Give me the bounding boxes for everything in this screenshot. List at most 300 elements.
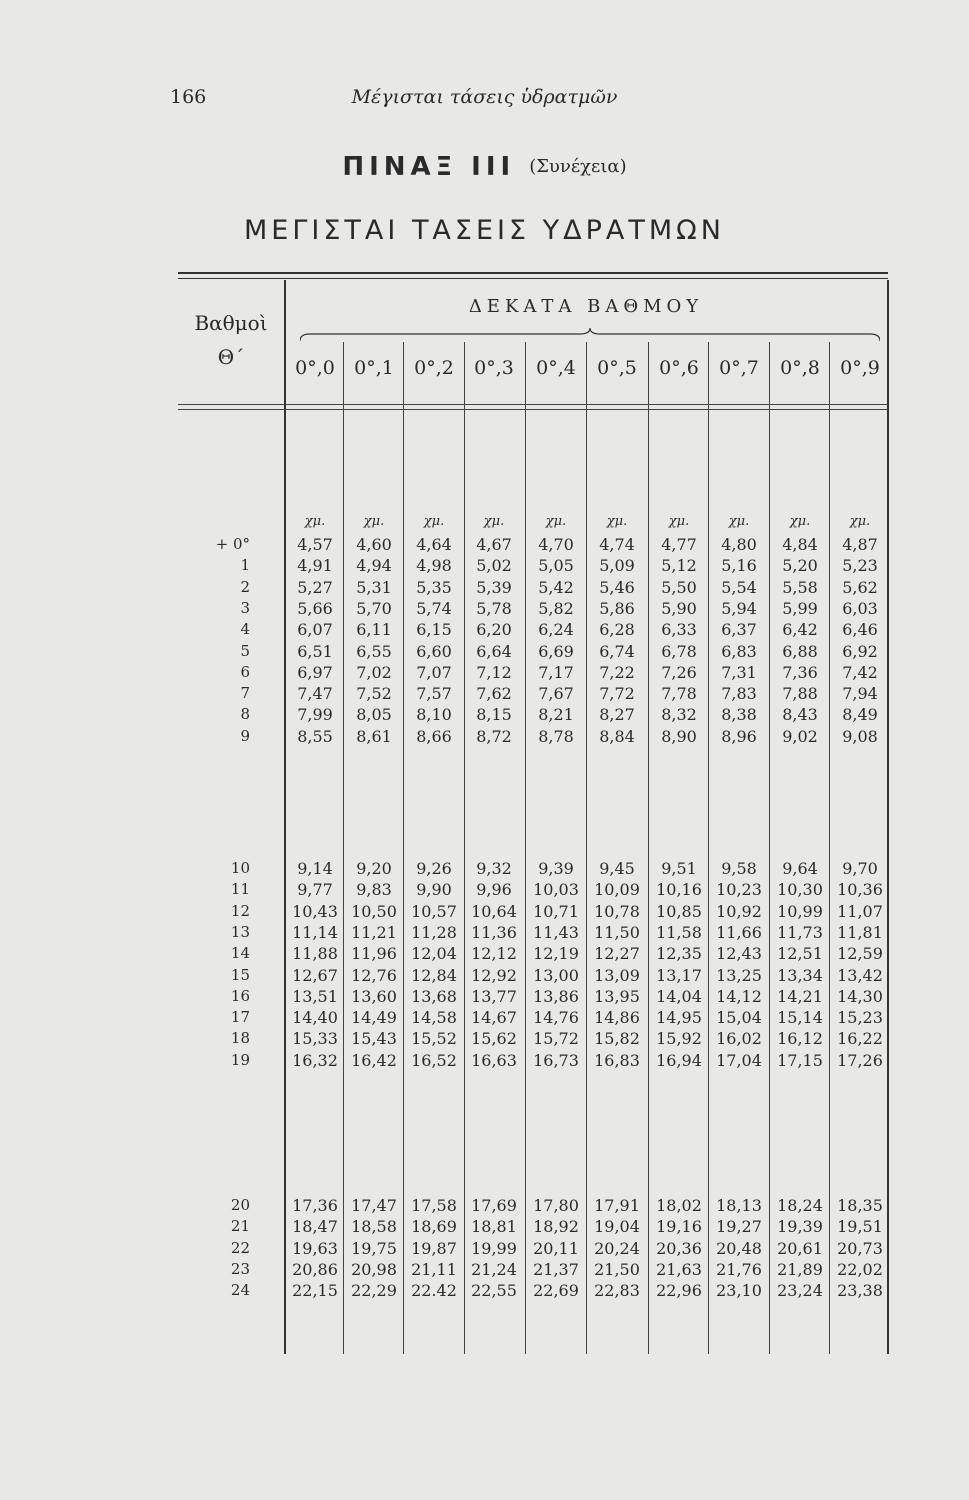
table-cell: 5,50 (661, 577, 697, 597)
table-cell: 18,58 (351, 1217, 397, 1237)
table-cell: 13,17 (656, 965, 702, 985)
table-cell: 4,60 (356, 535, 392, 554)
table-cell: 16,42 (351, 1050, 397, 1070)
degree-label: 16 (230, 986, 250, 1005)
table-cell: 5,90 (661, 598, 697, 618)
table-cell: 12,43 (716, 944, 762, 964)
table-cell: 9,02 (782, 726, 818, 746)
table-cell: 7,52 (356, 684, 392, 704)
table-cell: 9,51 (661, 859, 697, 878)
running-head: Μέγισται τάσεις ὑδρατμῶν (351, 86, 618, 108)
table-cell: 5,02 (476, 556, 512, 576)
table-cell: 19,27 (716, 1217, 762, 1237)
table-cell: 12,27 (594, 944, 640, 964)
table-cell: 4,87 (842, 535, 878, 554)
table-cell: 13,60 (351, 986, 397, 1006)
table-cell: 19,99 (471, 1238, 517, 1258)
degree-label: 2 (240, 577, 250, 596)
table-cell: 16,83 (594, 1050, 640, 1070)
table-cell: 5,54 (721, 577, 757, 597)
column-header: 0°,6 (659, 357, 699, 379)
table-cell: 11,36 (471, 922, 517, 942)
table-cell: 4,64 (416, 535, 452, 554)
table-cell: 16,12 (777, 1029, 823, 1049)
table-cell: 13,42 (837, 965, 883, 985)
table-cell: 7,07 (416, 662, 452, 682)
table-cell: 13,77 (471, 986, 517, 1006)
table-cell: 11,43 (533, 922, 579, 942)
table-cell: 7,83 (721, 684, 757, 704)
table-cell: 11,58 (656, 922, 702, 942)
table-cell: 4,98 (416, 556, 452, 576)
table-cell: 22,83 (594, 1281, 640, 1301)
table-cell: 6,28 (599, 620, 635, 640)
table-cell: 12,04 (411, 944, 457, 964)
table-cell: 16,32 (292, 1050, 338, 1070)
table-cell: 5,78 (476, 598, 512, 618)
unit-label: χμ. (483, 514, 505, 529)
degree-label: 22 (230, 1238, 250, 1257)
table-cell: 4,70 (538, 535, 574, 554)
unit-label: χμ. (849, 514, 871, 529)
table-cell: 9,39 (538, 859, 574, 878)
table-subtitle: ΜΕΓΙΣΤΑΙ ΤΑΣΕΙΣ ΥΔΡΑΤΜΩΝ (244, 215, 725, 246)
table-title-continued: (Συνέχεια) (529, 156, 627, 177)
table-cell: 10,71 (533, 901, 579, 921)
table-cell: 22,55 (471, 1281, 517, 1301)
table-cell: 7,26 (661, 662, 697, 682)
degree-label: 21 (230, 1217, 250, 1236)
degree-label: 24 (230, 1281, 250, 1300)
table-cell: 14,30 (837, 986, 883, 1006)
table-cell: 15,82 (594, 1029, 640, 1049)
table-cell: 10,57 (411, 901, 457, 921)
table-cell: 21,37 (533, 1259, 579, 1279)
table-cell: 18,69 (411, 1217, 457, 1237)
table-cell: 7,67 (538, 684, 574, 704)
table-cell: 15,62 (471, 1029, 517, 1049)
table-cell: 22,96 (656, 1281, 702, 1301)
table-cell: 9,64 (782, 859, 818, 878)
table-cell: 16,73 (533, 1050, 579, 1070)
table-cell: 15,23 (837, 1008, 883, 1028)
table-cell: 16,94 (656, 1050, 702, 1070)
degree-label: 6 (240, 662, 250, 681)
table-cell: 18,35 (837, 1196, 883, 1215)
table-cell: 4,80 (721, 535, 757, 554)
column-rule (586, 342, 587, 1354)
table-cell: 9,90 (416, 880, 452, 900)
table-cell: 6,24 (538, 620, 574, 640)
table-cell: 12,92 (471, 965, 517, 985)
table-cell: 5,09 (599, 556, 635, 576)
table-cell: 6,07 (297, 620, 333, 640)
table-cell: 14,40 (292, 1008, 338, 1028)
table-cell: 5,74 (416, 598, 452, 618)
table-cell: 18,24 (777, 1196, 823, 1215)
table-cell: 7,36 (782, 662, 818, 682)
unit-label: χμ. (728, 514, 750, 529)
column-rule (525, 342, 526, 1354)
table-cell: 7,47 (297, 684, 333, 704)
table-cell: 8,27 (599, 705, 635, 725)
table-cell: 13,00 (533, 965, 579, 985)
table-cell: 7,94 (842, 684, 878, 704)
table-cell: 5,31 (356, 577, 392, 597)
table-cell: 16,02 (716, 1029, 762, 1049)
column-header: 0°,5 (597, 357, 637, 379)
table-cell: 6,92 (842, 641, 878, 661)
table-cell: 11,66 (716, 922, 762, 942)
table-cell: 5,70 (356, 598, 392, 618)
table-cell: 21,76 (716, 1259, 762, 1279)
table-cell: 9,14 (297, 859, 333, 878)
table-cell: 9,08 (842, 726, 878, 746)
table-cell: 8,38 (721, 705, 757, 725)
degrees-header-line2: Θ΄ (217, 345, 245, 369)
table-cell: 18,92 (533, 1217, 579, 1237)
table-cell: 9,77 (297, 880, 333, 900)
table-cell: 10,78 (594, 901, 640, 921)
table-cell: 8,55 (297, 726, 333, 746)
table-cell: 9,20 (356, 859, 392, 878)
column-rule (648, 342, 649, 1354)
table-cell: 5,99 (782, 598, 818, 618)
table-cell: 19,16 (656, 1217, 702, 1237)
table-cell: 6,11 (356, 620, 392, 640)
degree-label: 5 (240, 641, 250, 660)
table-cell: 19,87 (411, 1238, 457, 1258)
table-cell: 6,64 (476, 641, 512, 661)
table-cell: 7,72 (599, 684, 635, 704)
table-cell: 8,32 (661, 705, 697, 725)
table-cell: 18,13 (716, 1196, 762, 1215)
table-cell: 21,11 (411, 1259, 457, 1279)
table-cell: 17,69 (471, 1196, 517, 1215)
table-cell: 17,36 (292, 1196, 338, 1215)
table-cell: 19,51 (837, 1217, 883, 1237)
degree-label: 15 (230, 965, 250, 984)
table-cell: 20,11 (533, 1238, 579, 1258)
top-rule-inner (178, 278, 888, 279)
table-cell: 15,33 (292, 1029, 338, 1049)
table-cell: 23,24 (777, 1281, 823, 1301)
degree-label: 20 (230, 1196, 250, 1214)
table-cell: 12,35 (656, 944, 702, 964)
table-cell: 15,43 (351, 1029, 397, 1049)
table-cell: 7,62 (476, 684, 512, 704)
table-cell: 8,96 (721, 726, 757, 746)
degree-label: 12 (230, 901, 250, 920)
table-cell: 9,32 (476, 859, 512, 878)
table-cell: 5,16 (721, 556, 757, 576)
column-rule (769, 342, 770, 1354)
table-cell: 17,26 (837, 1050, 883, 1070)
table-cell: 17,80 (533, 1196, 579, 1215)
table-cell: 8,61 (356, 726, 392, 746)
degree-label: 13 (230, 922, 250, 941)
table-cell: 11,73 (777, 922, 823, 942)
table-cell: 19,04 (594, 1217, 640, 1237)
table-cell: 8,21 (538, 705, 574, 725)
table-cell: 6,15 (416, 620, 452, 640)
table-cell: 22,02 (837, 1259, 883, 1279)
table-cell: 6,69 (538, 641, 574, 661)
degree-label: 23 (230, 1259, 250, 1278)
table-cell: 14,49 (351, 1008, 397, 1028)
table-cell: 11,07 (837, 901, 883, 921)
degrees-column-header (178, 306, 284, 374)
table-cell: 17,04 (716, 1050, 762, 1070)
table-cell: 14,12 (716, 986, 762, 1006)
tenths-group-header: ΔΕΚΑΤΑ ΒΑΘΜΟΥ (468, 296, 704, 317)
degree-label: 9 (240, 726, 250, 745)
table-cell: 10,43 (292, 901, 338, 921)
column-rule (829, 342, 830, 1354)
table-cell: 6,55 (356, 641, 392, 661)
degree-label: 18 (230, 1029, 250, 1048)
degree-label: 10 (230, 859, 250, 877)
table-cell: 8,49 (842, 705, 878, 725)
table-cell: 6,33 (661, 620, 697, 640)
table-cell: 9,45 (599, 859, 635, 878)
table-cell: 6,83 (721, 641, 757, 661)
table-cell: 5,12 (661, 556, 697, 576)
table-cell: 21,50 (594, 1259, 640, 1279)
table-cell: 6,60 (416, 641, 452, 661)
table-cell: 10,03 (533, 880, 579, 900)
unit-label: χμ. (545, 514, 567, 529)
table-cell: 14,76 (533, 1008, 579, 1028)
table-cell: 8,84 (599, 726, 635, 746)
table-cell: 16,22 (837, 1029, 883, 1049)
table-cell: 5,82 (538, 598, 574, 618)
table-cell: 11,50 (594, 922, 640, 942)
table-cell: 11,28 (411, 922, 457, 942)
table-cell: 20,24 (594, 1238, 640, 1258)
table-cell: 7,42 (842, 662, 878, 682)
table-cell: 8,72 (476, 726, 512, 746)
table-cell: 20,73 (837, 1238, 883, 1258)
table-cell: 11,21 (351, 922, 397, 942)
table-cell: 4,91 (297, 556, 333, 576)
table-cell: 8,90 (661, 726, 697, 746)
degree-label: 11 (230, 880, 250, 899)
table-cell: 10,36 (837, 880, 883, 900)
table-cell: 20,98 (351, 1259, 397, 1279)
table-cell: 6,88 (782, 641, 818, 661)
table-cell: 10,64 (471, 901, 517, 921)
table-cell: 8,78 (538, 726, 574, 746)
unit-label: χμ. (606, 514, 628, 529)
table-cell: 11,81 (837, 922, 883, 942)
table-cell: 6,37 (721, 620, 757, 640)
unit-label: χμ. (789, 514, 811, 529)
column-header: 0°,0 (295, 357, 335, 379)
table-cell: 12,12 (471, 944, 517, 964)
table-title (0, 152, 969, 182)
table-cell: 14,86 (594, 1008, 640, 1028)
table-cell: 21,24 (471, 1259, 517, 1279)
table-cell: 8,15 (476, 705, 512, 725)
table-cell: 13,51 (292, 986, 338, 1006)
table-cell: 17,15 (777, 1050, 823, 1070)
table-cell: 19,75 (351, 1238, 397, 1258)
top-rule (178, 272, 888, 274)
table-cell: 21,89 (777, 1259, 823, 1279)
unit-label: χμ. (363, 514, 385, 529)
table-cell: 10,99 (777, 901, 823, 921)
table-cell: 19,63 (292, 1238, 338, 1258)
table-cell: 8,05 (356, 705, 392, 725)
table-cell: 22,15 (292, 1281, 338, 1301)
table-cell: 13,68 (411, 986, 457, 1006)
degree-label: 14 (230, 944, 250, 963)
table-cell: 13,95 (594, 986, 640, 1006)
table-cell: 13,25 (716, 965, 762, 985)
table-cell: 14,04 (656, 986, 702, 1006)
table-cell: 5,42 (538, 577, 574, 597)
table-cell: 12,84 (411, 965, 457, 985)
table-cell: 20,61 (777, 1238, 823, 1258)
column-rule (284, 280, 286, 1354)
table-cell: 12,19 (533, 944, 579, 964)
table-cell: 5,46 (599, 577, 635, 597)
table-cell: 9,26 (416, 859, 452, 878)
table-cell: 7,12 (476, 662, 512, 682)
table-cell: 22.42 (411, 1281, 457, 1301)
column-rule (464, 342, 465, 1354)
vapour-pressure-table (178, 272, 888, 1354)
table-cell: 4,57 (297, 535, 333, 554)
table-cell: 5,39 (476, 577, 512, 597)
table-cell: 9,96 (476, 880, 512, 900)
table-cell: 21,63 (656, 1259, 702, 1279)
table-cell: 10,92 (716, 901, 762, 921)
table-cell: 15,04 (716, 1008, 762, 1028)
column-header: 0°,7 (719, 357, 759, 379)
table-cell: 16,52 (411, 1050, 457, 1070)
degree-label: 3 (240, 598, 250, 617)
table-cell: 23,10 (716, 1281, 762, 1301)
table-cell: 4,74 (599, 535, 635, 554)
table-cell: 7,31 (721, 662, 757, 682)
table-cell: 12,67 (292, 965, 338, 985)
table-cell: 6,46 (842, 620, 878, 640)
unit-label: χμ. (668, 514, 690, 529)
degree-label: 19 (230, 1050, 250, 1069)
table-cell: 6,42 (782, 620, 818, 640)
degree-label: 7 (240, 684, 250, 703)
table-cell: 7,22 (599, 662, 635, 682)
table-cell: 20,86 (292, 1259, 338, 1279)
table-cell: 18,47 (292, 1217, 338, 1237)
table-cell: 7,57 (416, 684, 452, 704)
table-cell: 16,63 (471, 1050, 517, 1070)
table-cell: 15,52 (411, 1029, 457, 1049)
table-cell: 8,10 (416, 705, 452, 725)
table-cell: 4,67 (476, 535, 512, 554)
table-cell: 5,05 (538, 556, 574, 576)
degree-label: 8 (240, 705, 250, 724)
table-cell: 14,67 (471, 1008, 517, 1028)
table-cell: 23,38 (837, 1281, 883, 1301)
table-cell: 9,58 (721, 859, 757, 878)
table-cell: 9,70 (842, 859, 878, 878)
table-cell: 12,59 (837, 944, 883, 964)
degree-label: 4 (240, 620, 250, 639)
table-cell: 7,88 (782, 684, 818, 704)
table-cell: 17,47 (351, 1196, 397, 1215)
column-header: 0°,4 (536, 357, 576, 379)
table-cell: 4,84 (782, 535, 818, 554)
table-cell: 14,95 (656, 1008, 702, 1028)
table-cell: 11,96 (351, 944, 397, 964)
degree-label: 1 (240, 556, 250, 575)
column-header: 0°,1 (354, 357, 394, 379)
table-cell: 10,50 (351, 901, 397, 921)
column-rule (708, 342, 709, 1354)
table-cell: 12,51 (777, 944, 823, 964)
table-cell: 5,23 (842, 556, 878, 576)
group-brace (300, 328, 880, 342)
table-cell: 4,77 (661, 535, 697, 554)
table-cell: 7,78 (661, 684, 697, 704)
table-cell: 6,03 (842, 598, 878, 618)
table-cell: 10,09 (594, 880, 640, 900)
table-cell: 7,02 (356, 662, 392, 682)
table-cell: 5,86 (599, 598, 635, 618)
table-cell: 7,17 (538, 662, 574, 682)
table-cell: 15,14 (777, 1008, 823, 1028)
table-cell: 8,43 (782, 705, 818, 725)
column-header: 0°,8 (780, 357, 820, 379)
table-cell: 5,27 (297, 577, 333, 597)
table-cell: 6,51 (297, 641, 333, 661)
unit-label: χμ. (304, 514, 326, 529)
table-cell: 15,72 (533, 1029, 579, 1049)
table-cell: 5,58 (782, 577, 818, 597)
table-cell: 22,69 (533, 1281, 579, 1301)
page-number: 166 (170, 86, 207, 108)
table-cell: 6,20 (476, 620, 512, 640)
table-cell: 5,94 (721, 598, 757, 618)
table-cell: 15,92 (656, 1029, 702, 1049)
table-cell: 11,14 (292, 922, 338, 942)
table-cell: 8,66 (416, 726, 452, 746)
table-cell: 18,02 (656, 1196, 702, 1215)
table-cell: 6,78 (661, 641, 697, 661)
table-cell: 18,81 (471, 1217, 517, 1237)
degree-label: + 0° (215, 535, 250, 553)
table-cell: 5,35 (416, 577, 452, 597)
table-cell: 4,94 (356, 556, 392, 576)
table-cell: 17,58 (411, 1196, 457, 1215)
table-cell: 6,97 (297, 662, 333, 682)
column-header: 0°,9 (840, 357, 880, 379)
table-cell: 5,62 (842, 577, 878, 597)
unit-label: χμ. (423, 514, 445, 529)
column-rule (887, 280, 889, 1354)
column-rule (403, 342, 404, 1354)
table-cell: 10,16 (656, 880, 702, 900)
table-cell: 5,66 (297, 598, 333, 618)
degrees-header-line1: Βαθμοὶ (194, 311, 268, 335)
column-header: 0°,3 (474, 357, 514, 379)
table-cell: 11,88 (292, 944, 338, 964)
column-rule (343, 342, 344, 1354)
column-header: 0°,2 (414, 357, 454, 379)
